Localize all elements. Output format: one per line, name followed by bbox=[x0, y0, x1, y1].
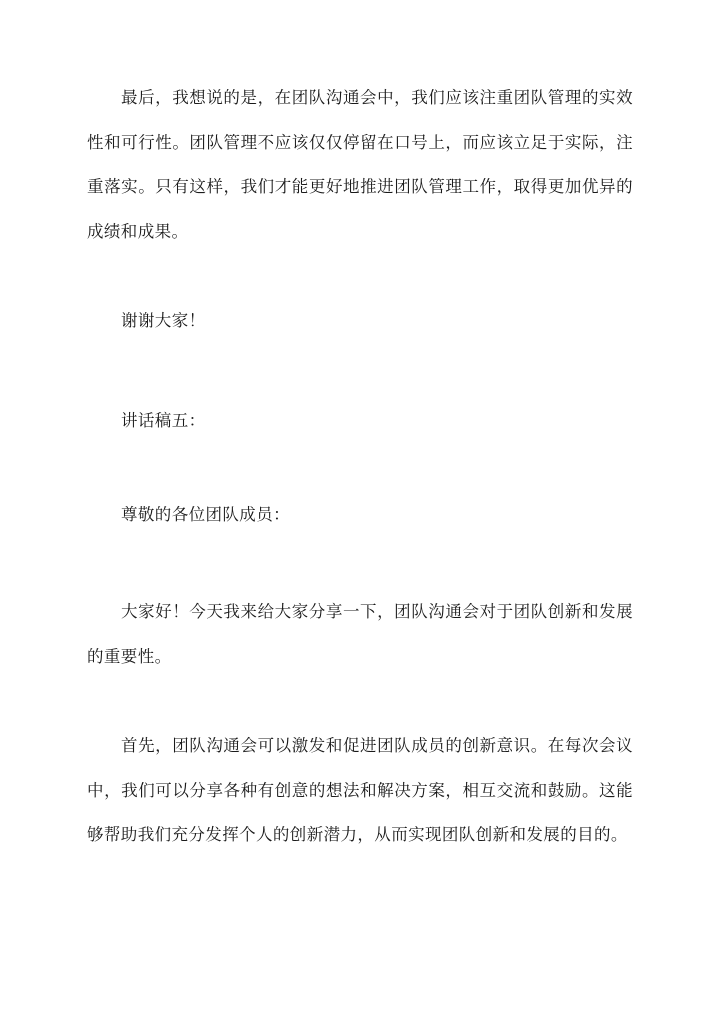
paragraph-salutation: 尊敬的各位团队成员： bbox=[121, 505, 290, 524]
paragraph-conclusion: 最后，我想说的是，在团队沟通会中，我们应该注重团队管理的实效性和可行性。团队管理不应该仅仅停留在口号上，而应该立足于实际，注重落实。只有这样，我们才能更好地推进团队管理工作，取得更加优异的成绩和成果。 bbox=[87, 88, 633, 241]
paragraph-thanks: 谢谢大家！ bbox=[121, 311, 206, 330]
section-heading-speech-five: 讲话稿五： bbox=[121, 411, 206, 430]
paragraph-greeting: 大家好！今天我来给大家分享一下，团队沟通会对于团队创新和发展的重要性。 bbox=[87, 602, 633, 666]
paragraph-first-point: 首先，团队沟通会可以激发和促进团队成员的创新意识。在每次会议中，我们可以分享各种有创意的想法和解决方案，相互交流和鼓励。这能够帮助我们充分发挥个人的创新潜力，从而实现团队创新和发展的目的。 bbox=[87, 736, 633, 844]
